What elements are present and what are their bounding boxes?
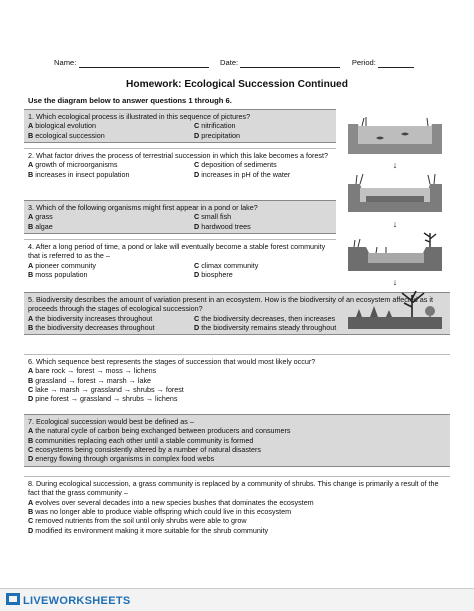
question-text: 6. Which sequence best represents the stages of succession that would most likely occur?	[28, 357, 316, 366]
option-text: pioneer community	[35, 260, 96, 270]
student-header	[54, 58, 414, 68]
option-text: the biodiversity increases throughout	[35, 313, 153, 323]
option-letter: A	[28, 426, 34, 436]
option-text: was no longer able to produce viable offspring which could live in this ecosystem	[35, 507, 292, 517]
option-a[interactable]	[28, 366, 446, 375]
question-4	[24, 239, 336, 281]
page-title: Homework: Ecological Succession Continued	[126, 79, 348, 90]
option-c[interactable]	[28, 385, 446, 394]
option-c[interactable]	[194, 121, 332, 130]
date-blank[interactable]	[240, 67, 340, 68]
date-field[interactable]	[220, 58, 340, 68]
option-text: increases in insect population	[35, 169, 130, 179]
name-blank[interactable]	[79, 67, 209, 68]
option-text: moss population	[35, 270, 88, 280]
option-letter: A	[28, 497, 34, 507]
option-d[interactable]	[28, 526, 446, 535]
question-6	[24, 354, 450, 406]
option-b[interactable]	[28, 436, 446, 445]
option-text: hardwood trees	[201, 221, 251, 231]
question-text: 5. Biodiversity describes the amount of variation present in an ecosystem. How is the biodiversity of an ecosystem affected as it proceeds through the stages of ecological succession?	[28, 295, 433, 314]
option-letter: D	[194, 323, 200, 333]
question-text: 8. During ecological succession, a grass community is replaced by a community of shrubs. This change is primarily a result of the fact that the grass community –	[28, 479, 439, 498]
wetland-stage-image	[346, 231, 444, 271]
option-text: the biodiversity decreases, then increases	[201, 313, 336, 323]
name-field[interactable]	[54, 58, 209, 68]
option-a[interactable]	[28, 212, 194, 221]
option-letter: A	[28, 313, 34, 323]
option-letter: D	[28, 454, 34, 464]
option-text: biosphere	[201, 270, 233, 280]
option-text: modified its environment making it more suitable for the shrub community	[35, 525, 269, 535]
instructions: Use the diagram below to answer questions 1 through 6.	[28, 96, 232, 105]
option-letter: D	[28, 394, 34, 404]
question-2	[24, 148, 336, 181]
option-b[interactable]	[28, 323, 194, 332]
option-text: ecosystems being consistently altered by a number of natural disasters	[35, 445, 261, 455]
date-label: Date:	[220, 58, 239, 67]
option-letter: A	[28, 121, 34, 131]
option-letter: A	[28, 212, 34, 222]
option-letter: D	[194, 130, 200, 140]
option-text: the biodiversity remains steady throughout	[201, 323, 337, 333]
question-text: 2. What factor drives the process of terrestrial succession in which this lake becomes a forest?	[28, 151, 329, 160]
option-b[interactable]	[28, 270, 194, 279]
option-b[interactable]	[28, 170, 194, 179]
option-d[interactable]	[194, 170, 332, 179]
liveworksheets-logo-icon	[6, 593, 20, 605]
option-letter: B	[28, 130, 34, 140]
option-c[interactable]	[194, 261, 332, 270]
footer-bar	[0, 588, 474, 611]
name-label: Name:	[54, 58, 77, 67]
question-text: 3. Which of the following organisms might first appear in a pond or lake?	[28, 203, 258, 212]
option-letter: C	[194, 121, 200, 131]
option-c[interactable]	[194, 160, 332, 169]
option-c[interactable]	[28, 445, 446, 454]
option-a[interactable]	[28, 314, 194, 323]
option-text: pine forest → grassland → shrubs → lichens	[35, 394, 178, 404]
down-arrow-icon: ↓	[392, 160, 398, 171]
down-arrow-icon: ↓	[392, 218, 398, 229]
option-letter: B	[28, 323, 34, 333]
option-d[interactable]	[194, 270, 332, 279]
option-text: bare rock → forest → moss → lichens	[35, 366, 157, 376]
option-text: growth of microorganisms	[35, 160, 118, 170]
option-letter: B	[28, 169, 34, 179]
forest-stage-image	[346, 289, 444, 329]
option-text: algae	[35, 221, 53, 231]
option-letter: D	[28, 525, 34, 535]
period-blank[interactable]	[378, 67, 414, 68]
option-b[interactable]	[28, 131, 194, 140]
option-letter: C	[194, 260, 200, 270]
question-7	[24, 414, 450, 467]
option-text: grassland → forest → marsh → lake	[35, 375, 152, 385]
option-a[interactable]	[28, 121, 194, 130]
option-letter: D	[194, 221, 200, 231]
option-b[interactable]	[28, 222, 194, 231]
question-1	[24, 109, 336, 143]
option-text: the biodiversity decreases throughout	[35, 323, 155, 333]
option-letter: A	[28, 160, 34, 170]
option-text: small fish	[201, 212, 232, 222]
marsh-stage-image	[346, 172, 444, 212]
option-letter: B	[28, 435, 34, 445]
question-text: 1. Which ecological process is illustrated in this sequence of pictures?	[28, 112, 251, 121]
succession-diagram	[346, 114, 444, 335]
option-text: removed nutrients from the soil until only shrubs were able to grow	[35, 516, 247, 526]
option-letter: A	[28, 260, 34, 270]
option-d[interactable]	[28, 454, 446, 463]
question-text: 7. Ecological succession would best be defined as –	[28, 417, 194, 426]
option-letter: C	[28, 516, 34, 526]
option-text: the natural cycle of carbon being exchanged between producers and consumers	[35, 426, 291, 436]
option-text: deposition of sediments	[201, 160, 277, 170]
option-c[interactable]	[194, 212, 332, 221]
question-text: 4. After a long period of time, a pond or lake will eventually become a stable forest community that is referred to as the –	[28, 242, 326, 261]
option-d[interactable]	[28, 394, 446, 403]
option-text: lake → marsh → grassland → shrubs → forest	[35, 385, 184, 395]
period-field[interactable]	[352, 58, 414, 68]
option-c[interactable]	[28, 516, 446, 525]
option-d[interactable]	[194, 222, 332, 231]
down-arrow-icon: ↓	[392, 277, 398, 288]
option-letter: B	[28, 375, 34, 385]
option-letter: C	[194, 212, 200, 222]
option-text: precipitation	[201, 130, 240, 140]
question-3	[24, 200, 336, 234]
option-text: evolves over several decades into a new species bushes that dominates the ecosystem	[35, 497, 314, 507]
question-8	[24, 476, 450, 537]
period-label: Period:	[351, 58, 376, 67]
option-text: energy flowing through organisms in complex food webs	[35, 454, 215, 464]
option-text: increases in pH of the water	[201, 169, 291, 179]
option-letter: B	[28, 507, 34, 517]
option-letter: D	[194, 270, 200, 280]
option-text: nitrification	[201, 121, 236, 131]
logo-text: LIVEWORKSHEETS	[23, 595, 131, 607]
option-a[interactable]	[28, 498, 446, 507]
option-letter: D	[194, 169, 200, 179]
option-letter: C	[194, 313, 200, 323]
option-text: grass	[35, 212, 53, 222]
option-text: ecological succession	[35, 130, 105, 140]
option-text: climax community	[201, 260, 259, 270]
option-letter: B	[28, 221, 34, 231]
liveworksheets-logo[interactable]	[6, 593, 131, 608]
option-text: biological evolution	[35, 121, 96, 131]
option-letter: C	[28, 385, 34, 395]
option-letter: C	[194, 160, 200, 170]
lake-stage-image	[346, 114, 444, 154]
option-text: communities replacing each other until a stable community is formed	[35, 435, 254, 445]
option-letter: C	[28, 445, 34, 455]
option-a[interactable]	[28, 160, 194, 169]
option-b[interactable]	[28, 507, 446, 516]
option-b[interactable]	[28, 376, 446, 385]
option-letter: B	[28, 270, 34, 280]
option-a[interactable]	[28, 426, 446, 435]
option-letter: A	[28, 366, 34, 376]
option-d[interactable]	[194, 131, 332, 140]
option-a[interactable]	[28, 261, 194, 270]
